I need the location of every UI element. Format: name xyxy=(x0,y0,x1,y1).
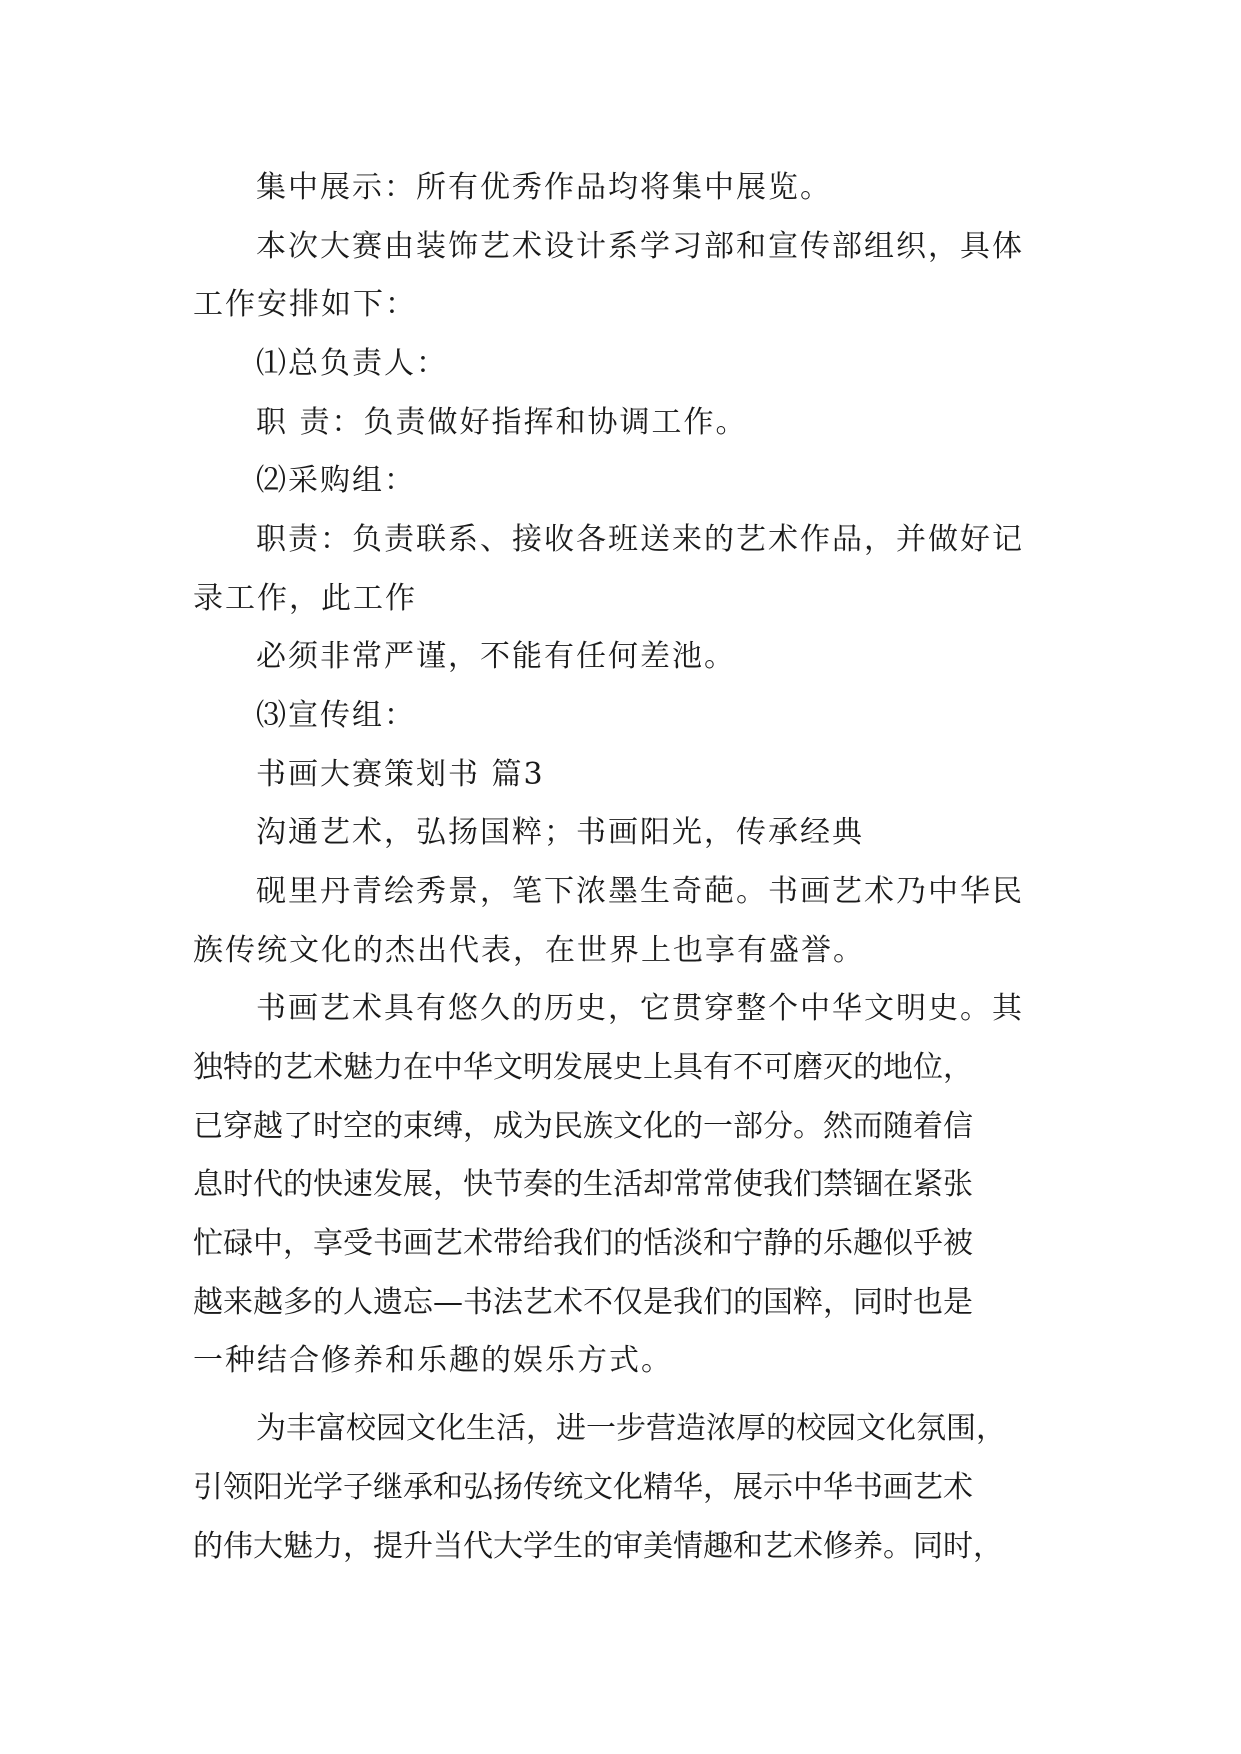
paragraph-line: 书画艺术具有悠久的历史，它贯穿整个中华文明史。其 xyxy=(256,991,1024,1026)
paragraph-line: 已穿越了时空的束缚，成为民族文化的一部分。然而随着信 xyxy=(193,1109,973,1144)
paragraph-line: 必须非常严谨，不能有任何差池。 xyxy=(256,639,736,674)
paragraph-line: 越来越多的人遗忘—书法艺术不仅是我们的国粹，同时也是 xyxy=(193,1285,973,1320)
paragraph-line: 本次大赛由装饰艺术设计系学习部和宣传部组织，具体 xyxy=(256,229,1024,264)
paragraph-line: 工作安排如下： xyxy=(193,287,417,322)
paragraph-line: 引领阳光学子继承和弘扬传统文化精华，展示中华书画艺术 xyxy=(193,1470,973,1505)
paragraph-line: 职责：负责联系、接收各班送来的艺术作品，并做好记 xyxy=(256,522,1024,557)
paragraph-line: 职 责：负责做好指挥和协调工作。 xyxy=(256,405,748,440)
list-heading: ⑴总负责人： xyxy=(256,346,448,381)
paragraph-line: 为丰富校园文化生活，进一步营造浓厚的校园文化氛围， xyxy=(256,1411,1006,1446)
paragraph-line: 独特的艺术魅力在中华文明发展史上具有不可磨灭的地位， xyxy=(193,1050,973,1085)
paragraph-line: 录工作，此工作 xyxy=(193,581,417,616)
section-title: 书画大赛策划书 篇3 xyxy=(256,757,545,792)
list-heading: ⑶宣传组： xyxy=(256,698,416,733)
paragraph-line: 忙碌中，享受书画艺术带给我们的恬淡和宁静的乐趣似乎被 xyxy=(193,1226,973,1261)
paragraph-line: 族传统文化的杰出代表，在世界上也享有盛誉。 xyxy=(193,933,865,968)
paragraph-line: 砚里丹青绘秀景，笔下浓墨生奇葩。书画艺术乃中华民 xyxy=(256,874,1024,909)
paragraph-line: 一种结合修养和乐趣的娱乐方式。 xyxy=(193,1343,673,1378)
slogan-line: 沟通艺术，弘扬国粹；书画阳光，传承经典 xyxy=(256,815,864,850)
list-heading: ⑵采购组： xyxy=(256,463,416,498)
paragraph-line: 息时代的快速发展，快节奏的生活却常常使我们禁锢在紧张 xyxy=(193,1167,973,1202)
paragraph-line: 集中展示：所有优秀作品均将集中展览。 xyxy=(256,170,832,205)
paragraph-line: 的伟大魅力，提升当代大学生的审美情趣和艺术修养。同时， xyxy=(193,1529,1003,1564)
